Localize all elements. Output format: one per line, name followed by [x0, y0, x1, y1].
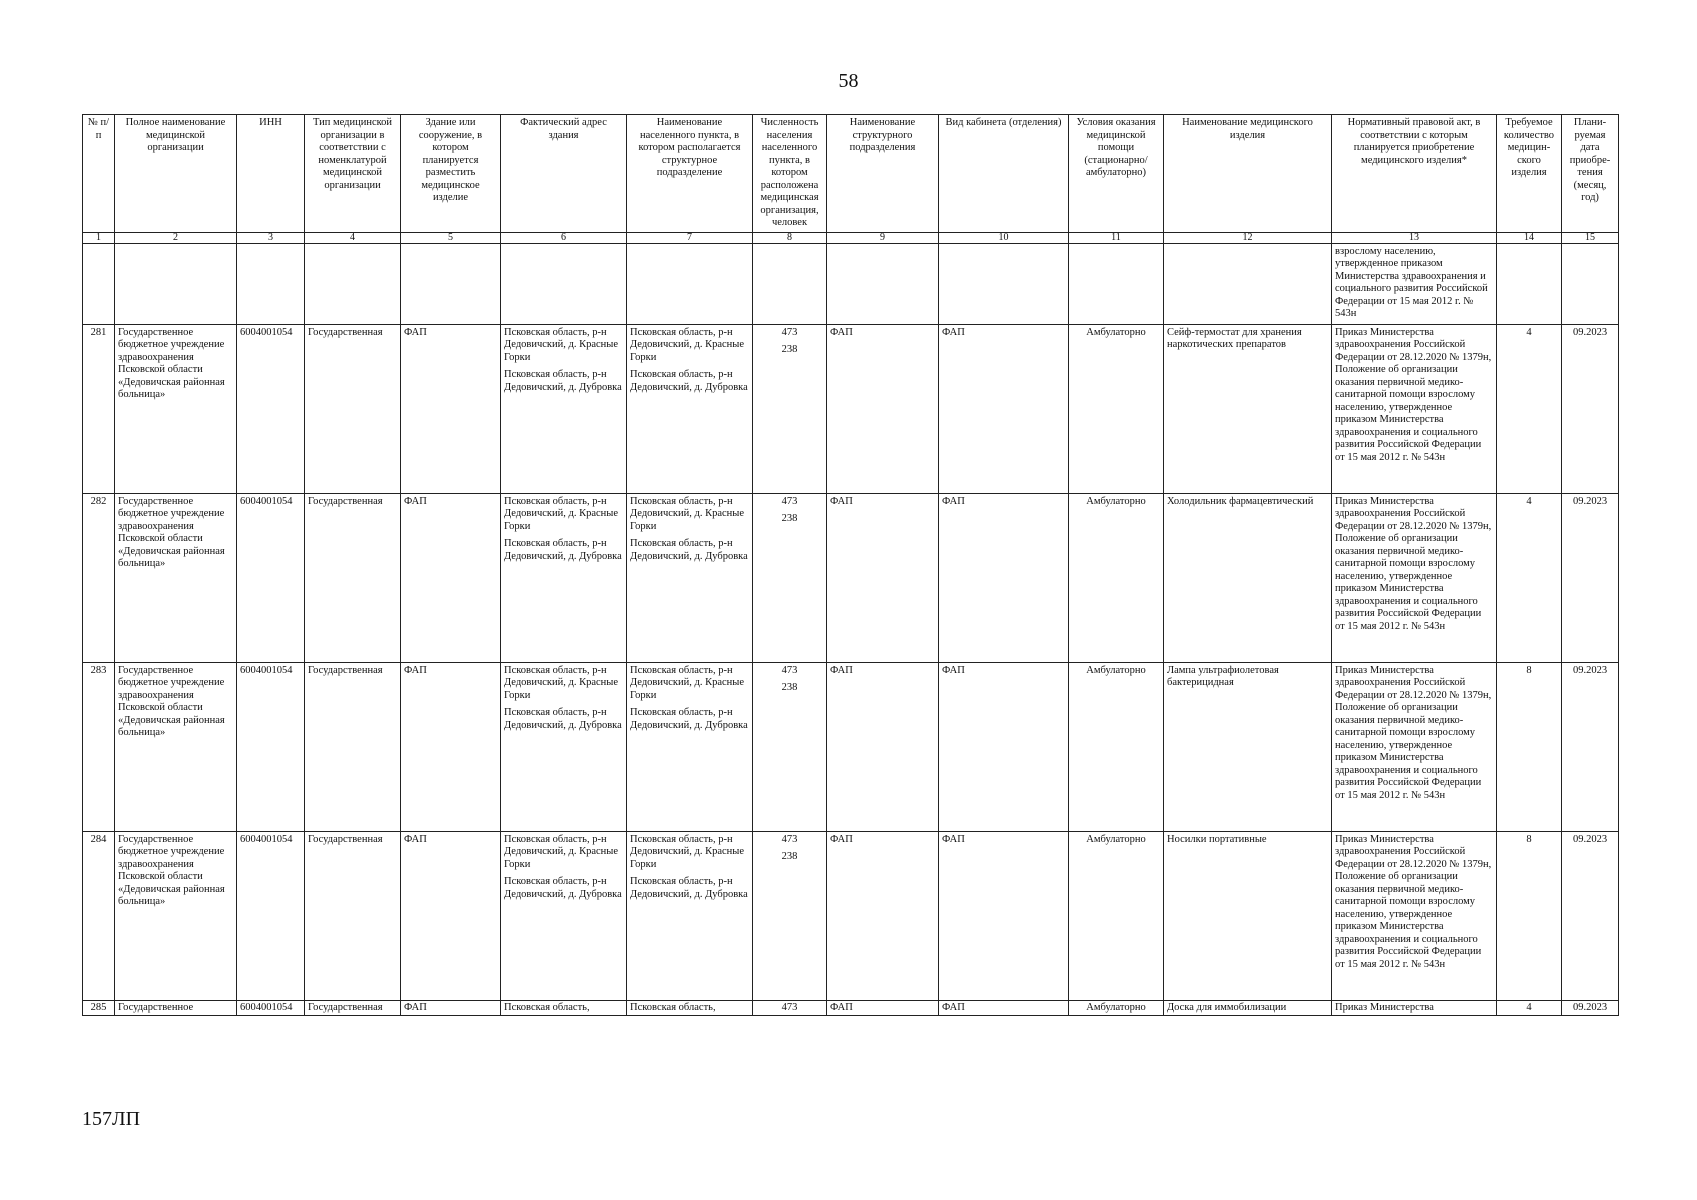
quantity-cell: 8: [1497, 831, 1562, 1000]
quantity-cell: 8: [1497, 662, 1562, 831]
address-cell: [501, 831, 627, 1000]
population-cell: [753, 662, 827, 831]
date-cell: 09.2023: [1562, 324, 1619, 493]
building-cell: ФАП: [401, 662, 501, 831]
office-cell: ФАП: [939, 493, 1069, 662]
conditions-cell: Амбулаторно: [1069, 831, 1164, 1000]
row-number: 284: [83, 831, 115, 1000]
column-header: Полное наименование медицинской организации: [115, 115, 237, 233]
column-numbers-row: [83, 232, 1619, 243]
continuation-cell: взрослому населению, утвержденное приказом Министерства здравоохранения и социального развития Российской Федерации от 15 мая 2012 г. № 543н: [1332, 243, 1497, 324]
address-cell: [501, 493, 627, 662]
unit-cell: ФАП: [827, 1000, 939, 1015]
population-cell: [753, 324, 827, 493]
column-number: 11: [1069, 232, 1164, 243]
org-name-cell: Государственное бюджетное учреждение здравоохранения Псковской области «Дедовичская районная больница»: [115, 324, 237, 493]
column-number: 13: [1332, 232, 1497, 243]
locality-line: Псковская область, р-н Дедовичский, д. Дубровка: [630, 876, 748, 900]
locality-cell: [627, 662, 753, 831]
org-name-cell: Государственное: [115, 1000, 237, 1015]
population-cell: 473: [753, 1000, 827, 1015]
row-number: 285: [83, 1000, 115, 1015]
column-number: 10: [939, 232, 1069, 243]
column-number: 7: [627, 232, 753, 243]
unit-cell: ФАП: [827, 662, 939, 831]
table-row: [83, 493, 1619, 662]
org-type-cell: Государственная: [305, 831, 401, 1000]
column-header: Требуемое количество медицин-ского изделия: [1497, 115, 1562, 233]
org-type-cell: Государственная: [305, 493, 401, 662]
table-row: [83, 831, 1619, 1000]
quantity-cell: 4: [1497, 1000, 1562, 1015]
column-header: Вид кабинета (отделения): [939, 115, 1069, 233]
legal-act-cell: Приказ Министерства здравоохранения Российской Федерации от 28.12.2020 № 1379н, Положение об организации оказания первичной медико-санитарной помощи взрослому населению, утвержденное приказом Министерства здравоохранения и социального развития Российской Федерации от 15 мая 2012 г. № 543н: [1332, 662, 1497, 831]
column-header: Наименование медицинского изделия: [1164, 115, 1332, 233]
equipment-table: [82, 114, 1619, 1016]
column-header: Плани-руемая дата приобре-тения (месяц, год): [1562, 115, 1619, 233]
column-number: 3: [237, 232, 305, 243]
address-cell: [501, 324, 627, 493]
column-header: Нормативный правовой акт, в соответствии с которым планируется приобретение медицинского изделия*: [1332, 115, 1497, 233]
locality-line: Псковская область, р-н Дедовичский, д. Дубровка: [630, 538, 748, 562]
locality-cell: [627, 493, 753, 662]
column-number: 12: [1164, 232, 1332, 243]
column-header: Численность населения населенного пункта, в котором расположена медицинская организация, человек: [753, 115, 827, 233]
column-number: 4: [305, 232, 401, 243]
legal-act-cell: Приказ Министерства здравоохранения Российской Федерации от 28.12.2020 № 1379н, Положение об организации оказания первичной медико-санитарной помощи взрослому населению, утвержденное приказом Министерства здравоохранения и социального развития Российской Федерации от 15 мая 2012 г. № 543н: [1332, 493, 1497, 662]
office-cell: ФАП: [939, 831, 1069, 1000]
column-header: Наименование структурного подразделения: [827, 115, 939, 233]
column-number: 8: [753, 232, 827, 243]
table-row: [83, 662, 1619, 831]
office-cell: ФАП: [939, 1000, 1069, 1015]
locality-line: Псковская область, р-н Дедовичский, д. Дубровка: [630, 707, 748, 731]
unit-cell: ФАП: [827, 324, 939, 493]
column-number: 2: [115, 232, 237, 243]
inn-cell: 6004001054: [237, 493, 305, 662]
locality-line: Псковская область, р-н Дедовичский, д. Дубровка: [630, 369, 748, 393]
inn-cell: 6004001054: [237, 324, 305, 493]
quantity-cell: 4: [1497, 493, 1562, 662]
building-cell: ФАП: [401, 324, 501, 493]
date-cell: 09.2023: [1562, 493, 1619, 662]
population-value: 473: [781, 495, 798, 507]
legal-act-cell: Приказ Министерства здравоохранения Российской Федерации от 28.12.2020 № 1379н, Положение об организации оказания первичной медико-санитарной помощи взрослому населению, утвержденное приказом Министерства здравоохранения и социального развития Российской Федерации от 15 мая 2012 г. № 543н: [1332, 324, 1497, 493]
row-number: 283: [83, 662, 115, 831]
page-number: 58: [838, 70, 859, 92]
address-line: Псковская область, р-н Дедовичский, д. Дубровка: [504, 876, 622, 900]
address-line: Псковская область, р-н Дедовичский, д. Дубровка: [504, 707, 622, 731]
device-cell: Сейф-термостат для хранения наркотических препаратов: [1164, 324, 1332, 493]
building-cell: ФАП: [401, 831, 501, 1000]
org-type-cell: Государственная: [305, 324, 401, 493]
office-cell: ФАП: [939, 662, 1069, 831]
population-value: 238: [781, 682, 798, 693]
column-header: Здание или сооружение, в котором планируется разместить медицинское изделие: [401, 115, 501, 233]
column-header: Условия оказания медицинской помощи (стационарно/ амбулаторно): [1069, 115, 1164, 233]
column-number: 15: [1562, 232, 1619, 243]
org-type-cell: Государственная: [305, 662, 401, 831]
population-value: 473: [781, 833, 798, 845]
column-number: 6: [501, 232, 627, 243]
device-cell: Холодильник фармацевтический: [1164, 493, 1332, 662]
population-value: 238: [781, 851, 798, 862]
column-header: Тип медицинской организации в соответствии с номенклатурой медицинской организации: [305, 115, 401, 233]
row-number: 281: [83, 324, 115, 493]
inn-cell: 6004001054: [237, 1000, 305, 1015]
inn-cell: 6004001054: [237, 831, 305, 1000]
locality-line: Псковская область, р-н Дедовичский, д. Красные Горки: [630, 664, 745, 701]
column-number: 5: [401, 232, 501, 243]
address-cell: [501, 662, 627, 831]
population-cell: [753, 831, 827, 1000]
population-value: 473: [781, 664, 798, 676]
building-cell: ФАП: [401, 493, 501, 662]
document-code: 157ЛП: [82, 1108, 141, 1130]
column-header: № п/п: [83, 115, 115, 233]
legal-act-cell: Приказ Министерства здравоохранения Российской Федерации от 28.12.2020 № 1379н, Положение об организации оказания первичной медико-санитарной помощи взрослому населению, утвержденное приказом Министерства здравоохранения и социального развития Российской Федерации от 15 мая 2012 г. № 543н: [1332, 831, 1497, 1000]
quantity-cell: 4: [1497, 324, 1562, 493]
legal-act-cell: Приказ Министерства: [1332, 1000, 1497, 1015]
population-value: 238: [781, 344, 798, 355]
conditions-cell: Амбулаторно: [1069, 324, 1164, 493]
population-cell: [753, 493, 827, 662]
unit-cell: ФАП: [827, 493, 939, 662]
population-value: 238: [781, 513, 798, 524]
locality-cell: [627, 831, 753, 1000]
date-cell: 09.2023: [1562, 831, 1619, 1000]
table-row: [83, 324, 1619, 493]
column-header: Наименование населенного пункта, в котором располагается структурное подразделение: [627, 115, 753, 233]
address-cell: Псковская область,: [501, 1000, 627, 1015]
conditions-cell: Амбулаторно: [1069, 493, 1164, 662]
locality-cell: Псковская область,: [627, 1000, 753, 1015]
column-number: 9: [827, 232, 939, 243]
row-number: 282: [83, 493, 115, 662]
org-name-cell: Государственное бюджетное учреждение здравоохранения Псковской области «Дедовичская районная больница»: [115, 831, 237, 1000]
locality-line: Псковская область, р-н Дедовичский, д. Красные Горки: [630, 326, 745, 363]
column-number: 1: [83, 232, 115, 243]
address-line: Псковская область, р-н Дедовичский, д. Красные Горки: [504, 664, 619, 701]
conditions-cell: Амбулаторно: [1069, 662, 1164, 831]
locality-cell: [627, 324, 753, 493]
table-row: [83, 1000, 1619, 1015]
address-line: Псковская область, р-н Дедовичский, д. Дубровка: [504, 369, 622, 393]
org-name-cell: Государственное бюджетное учреждение здравоохранения Псковской области «Дедовичская районная больница»: [115, 662, 237, 831]
device-cell: Лампа ультрафиолетовая бактерицидная: [1164, 662, 1332, 831]
office-cell: ФАП: [939, 324, 1069, 493]
date-cell: 09.2023: [1562, 662, 1619, 831]
device-cell: Доска для иммобилизации: [1164, 1000, 1332, 1015]
building-cell: ФАП: [401, 1000, 501, 1015]
address-line: Псковская область, р-н Дедовичский, д. Красные Горки: [504, 326, 619, 363]
locality-line: Псковская область, р-н Дедовичский, д. Красные Горки: [630, 495, 745, 532]
population-value: 473: [781, 326, 798, 338]
continuation-row: [83, 243, 1619, 324]
column-header: Фактический адрес здания: [501, 115, 627, 233]
column-header: ИНН: [237, 115, 305, 233]
address-line: Псковская область, р-н Дедовичский, д. Красные Горки: [504, 495, 619, 532]
date-cell: 09.2023: [1562, 1000, 1619, 1015]
device-cell: Носилки портативные: [1164, 831, 1332, 1000]
conditions-cell: Амбулаторно: [1069, 1000, 1164, 1015]
address-line: Псковская область, р-н Дедовичский, д. Красные Горки: [504, 833, 619, 870]
org-name-cell: Государственное бюджетное учреждение здравоохранения Псковской области «Дедовичская районная больница»: [115, 493, 237, 662]
address-line: Псковская область, р-н Дедовичский, д. Дубровка: [504, 538, 622, 562]
header-row: [83, 115, 1619, 233]
inn-cell: 6004001054: [237, 662, 305, 831]
locality-line: Псковская область, р-н Дедовичский, д. Красные Горки: [630, 833, 745, 870]
unit-cell: ФАП: [827, 831, 939, 1000]
org-type-cell: Государственная: [305, 1000, 401, 1015]
column-number: 14: [1497, 232, 1562, 243]
